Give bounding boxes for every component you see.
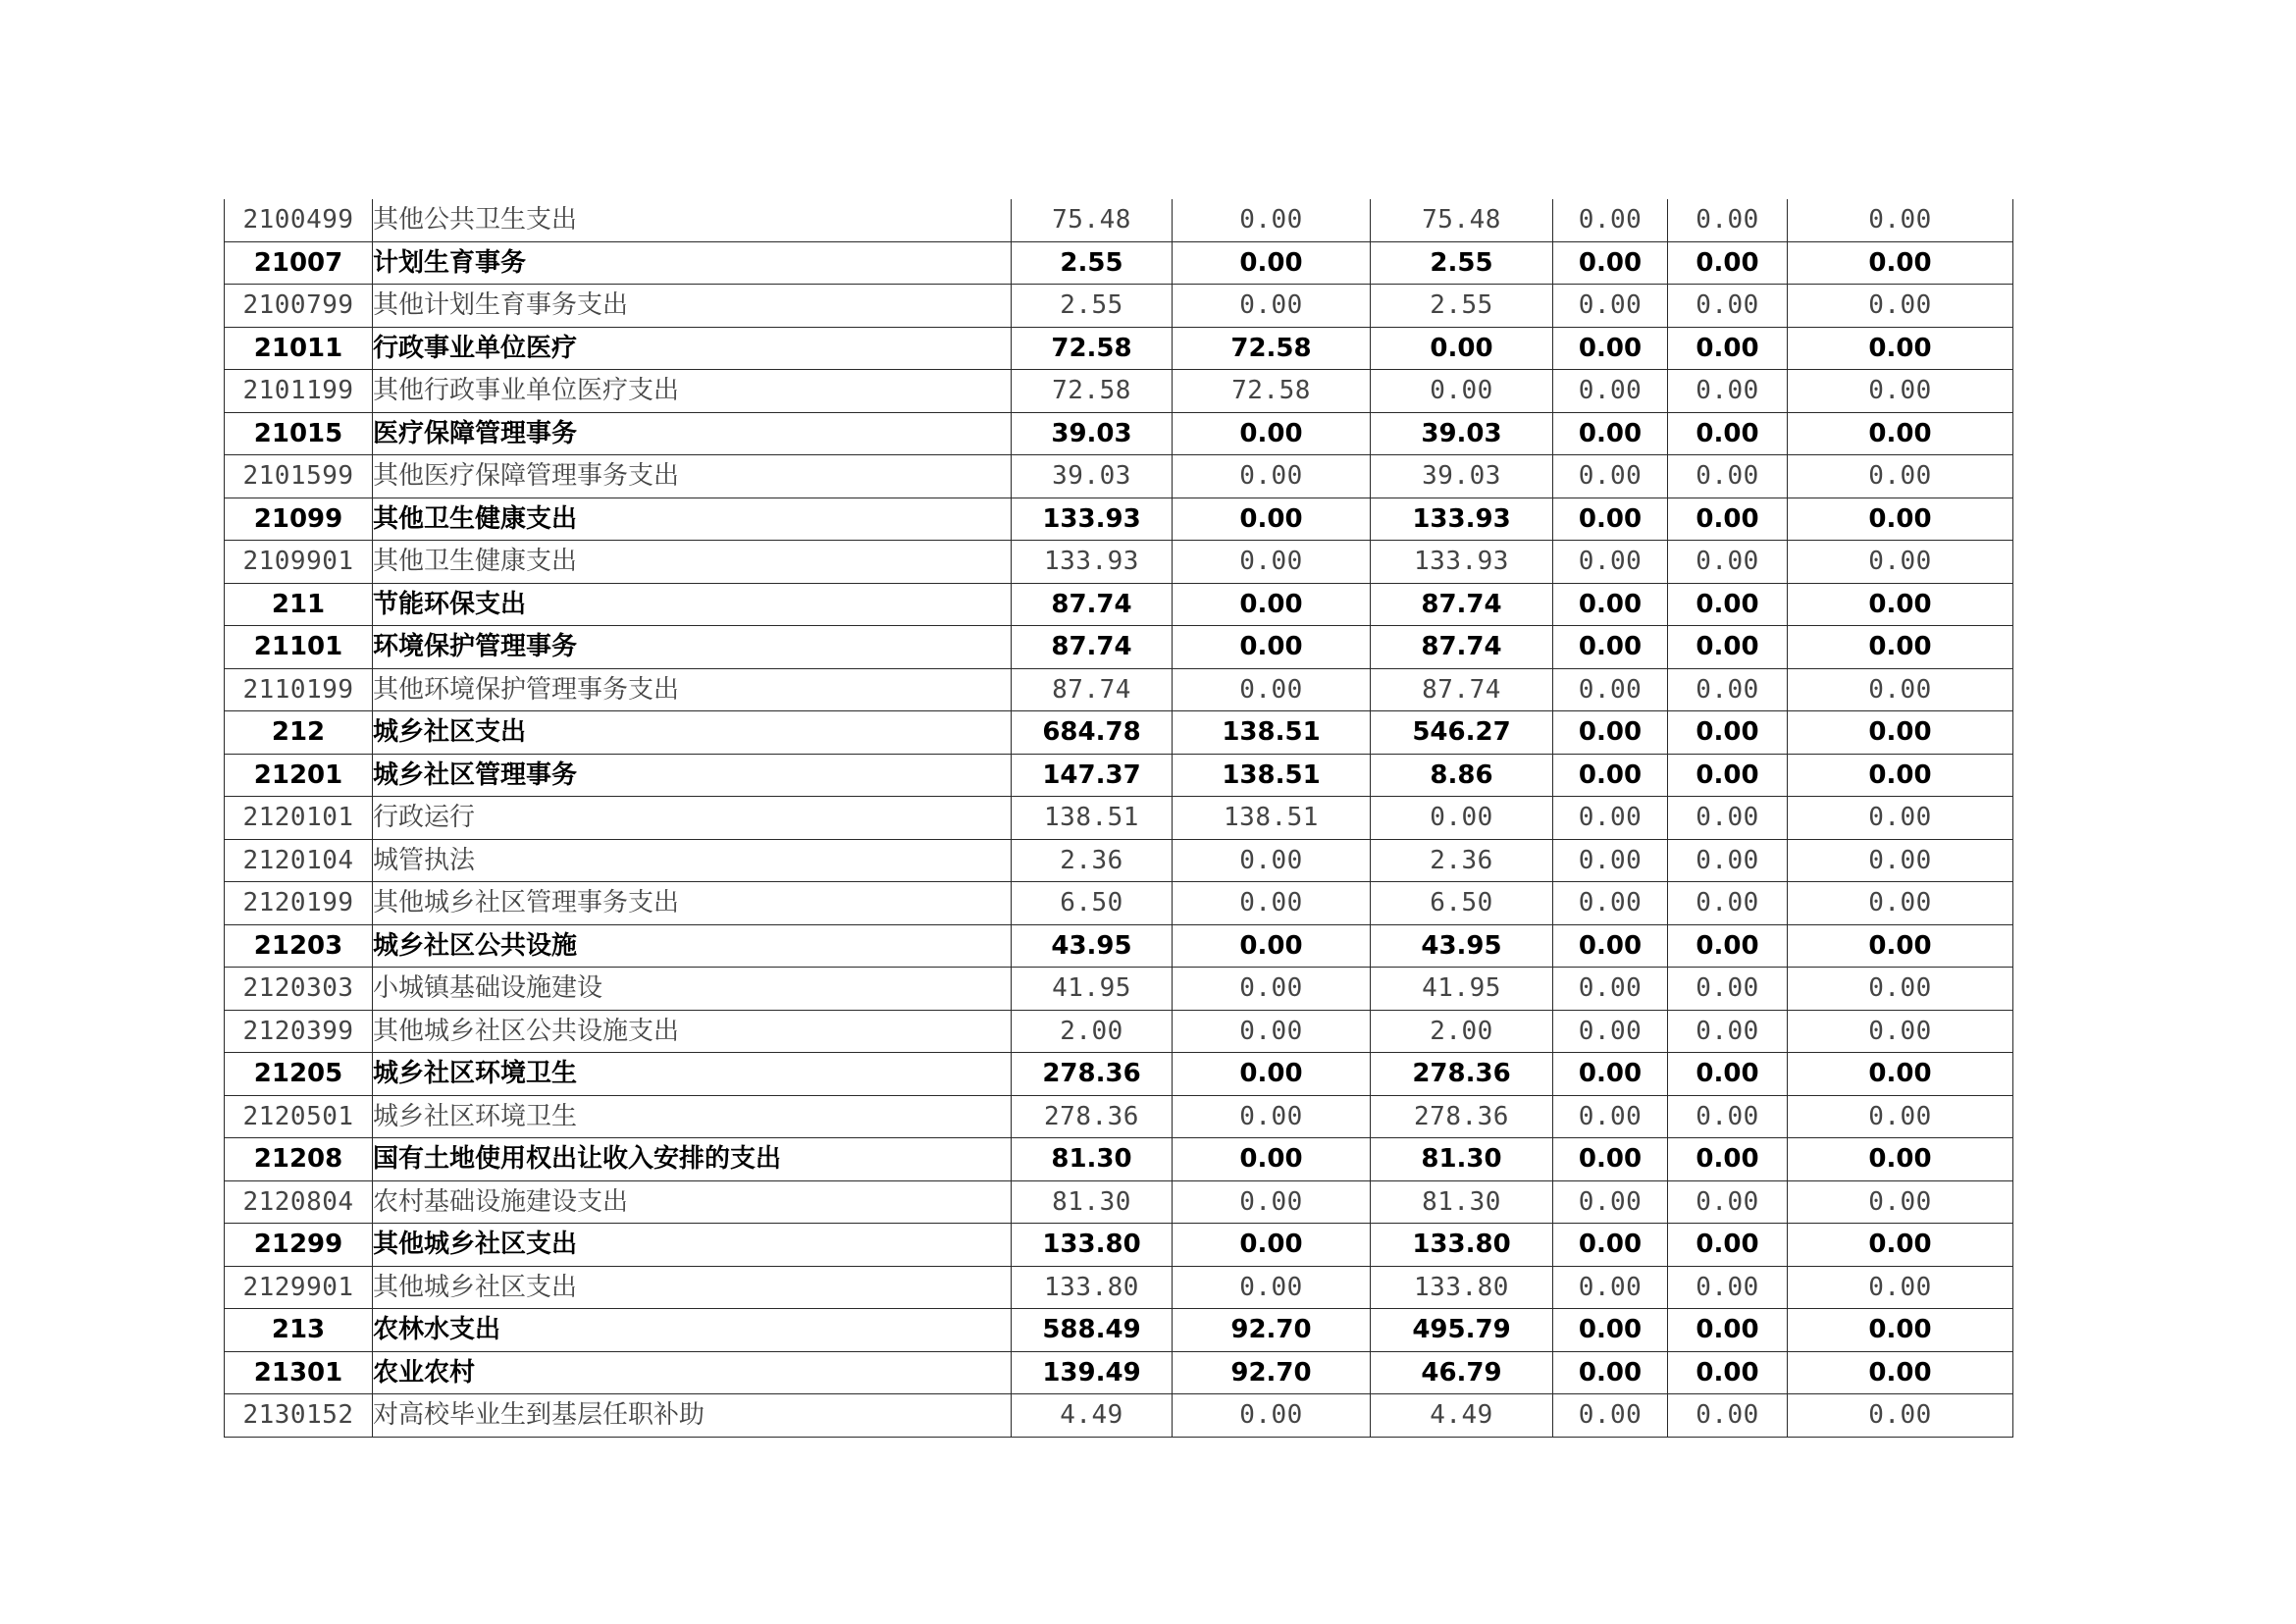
amount-cell-4: 0.00 — [1553, 327, 1668, 370]
amount-cell-5: 0.00 — [1668, 1224, 1788, 1267]
amount-cell-1: 133.80 — [1012, 1266, 1173, 1309]
amount-cell-5: 0.00 — [1668, 1309, 1788, 1352]
subject-code: 2120303 — [225, 968, 373, 1011]
subject-name: 行政运行 — [373, 797, 1012, 840]
amount-cell-4: 0.00 — [1553, 1394, 1668, 1438]
amount-cell-2: 0.00 — [1173, 241, 1371, 285]
amount-cell-1: 6.50 — [1012, 882, 1173, 925]
amount-cell-1: 39.03 — [1012, 455, 1173, 498]
amount-cell-6: 0.00 — [1788, 1394, 2013, 1438]
amount-cell-6: 0.00 — [1788, 199, 2013, 241]
table-row — [225, 583, 2013, 626]
amount-cell-3: 81.30 — [1371, 1180, 1553, 1224]
amount-cell-2: 0.00 — [1173, 583, 1371, 626]
amount-cell-5: 0.00 — [1668, 583, 1788, 626]
amount-cell-2: 0.00 — [1173, 498, 1371, 541]
amount-cell-4: 0.00 — [1553, 1224, 1668, 1267]
amount-cell-2: 0.00 — [1173, 199, 1371, 241]
subject-code: 2110199 — [225, 668, 373, 711]
amount-cell-6: 0.00 — [1788, 968, 2013, 1011]
amount-cell-1: 43.95 — [1012, 924, 1173, 968]
subject-code: 2109901 — [225, 541, 373, 584]
amount-cell-2: 138.51 — [1173, 754, 1371, 797]
subject-code: 21208 — [225, 1138, 373, 1181]
amount-cell-1: 147.37 — [1012, 754, 1173, 797]
subject-code: 213 — [225, 1309, 373, 1352]
amount-cell-3: 81.30 — [1371, 1138, 1553, 1181]
amount-cell-1: 133.93 — [1012, 498, 1173, 541]
table-row — [225, 968, 2013, 1011]
amount-cell-3: 43.95 — [1371, 924, 1553, 968]
amount-cell-4: 0.00 — [1553, 797, 1668, 840]
subject-name: 城乡社区公共设施 — [373, 924, 1012, 968]
subject-code: 2120199 — [225, 882, 373, 925]
amount-cell-5: 0.00 — [1668, 1394, 1788, 1438]
amount-cell-2: 138.51 — [1173, 711, 1371, 755]
amount-cell-5: 0.00 — [1668, 455, 1788, 498]
amount-cell-4: 0.00 — [1553, 1309, 1668, 1352]
amount-cell-4: 0.00 — [1553, 1095, 1668, 1138]
subject-code: 2100799 — [225, 285, 373, 328]
amount-cell-3: 0.00 — [1371, 797, 1553, 840]
table-row — [225, 285, 2013, 328]
subject-name: 其他城乡社区公共设施支出 — [373, 1010, 1012, 1053]
amount-cell-3: 87.74 — [1371, 668, 1553, 711]
amount-cell-2: 0.00 — [1173, 455, 1371, 498]
amount-cell-4: 0.00 — [1553, 968, 1668, 1011]
amount-cell-1: 278.36 — [1012, 1053, 1173, 1096]
amount-cell-6: 0.00 — [1788, 668, 2013, 711]
amount-cell-4: 0.00 — [1553, 541, 1668, 584]
amount-cell-1: 278.36 — [1012, 1095, 1173, 1138]
subject-code: 212 — [225, 711, 373, 755]
amount-cell-1: 81.30 — [1012, 1138, 1173, 1181]
table-row — [225, 455, 2013, 498]
subject-code: 21099 — [225, 498, 373, 541]
subject-code: 211 — [225, 583, 373, 626]
subject-code: 2130152 — [225, 1394, 373, 1438]
subject-code: 21203 — [225, 924, 373, 968]
amount-cell-4: 0.00 — [1553, 583, 1668, 626]
amount-cell-5: 0.00 — [1668, 839, 1788, 882]
amount-cell-6: 0.00 — [1788, 541, 2013, 584]
amount-cell-5: 0.00 — [1668, 1138, 1788, 1181]
amount-cell-4: 0.00 — [1553, 1138, 1668, 1181]
table-row — [225, 1351, 2013, 1394]
amount-cell-5: 0.00 — [1668, 882, 1788, 925]
subject-name: 环境保护管理事务 — [373, 626, 1012, 669]
amount-cell-2: 0.00 — [1173, 412, 1371, 455]
subject-name: 农村基础设施建设支出 — [373, 1180, 1012, 1224]
amount-cell-3: 546.27 — [1371, 711, 1553, 755]
amount-cell-6: 0.00 — [1788, 1053, 2013, 1096]
subject-name: 其他公共卫生支出 — [373, 199, 1012, 241]
table-row — [225, 1180, 2013, 1224]
subject-code: 2120501 — [225, 1095, 373, 1138]
amount-cell-3: 75.48 — [1371, 199, 1553, 241]
amount-cell-5: 0.00 — [1668, 285, 1788, 328]
subject-code: 21007 — [225, 241, 373, 285]
subject-name: 城乡社区管理事务 — [373, 754, 1012, 797]
amount-cell-2: 0.00 — [1173, 924, 1371, 968]
amount-cell-4: 0.00 — [1553, 839, 1668, 882]
amount-cell-5: 0.00 — [1668, 199, 1788, 241]
amount-cell-3: 278.36 — [1371, 1053, 1553, 1096]
amount-cell-1: 87.74 — [1012, 668, 1173, 711]
amount-cell-2: 0.00 — [1173, 1053, 1371, 1096]
amount-cell-1: 133.80 — [1012, 1224, 1173, 1267]
subject-name: 计划生育事务 — [373, 241, 1012, 285]
amount-cell-5: 0.00 — [1668, 327, 1788, 370]
table-row — [225, 1095, 2013, 1138]
amount-cell-6: 0.00 — [1788, 327, 2013, 370]
amount-cell-1: 138.51 — [1012, 797, 1173, 840]
amount-cell-6: 0.00 — [1788, 1095, 2013, 1138]
amount-cell-5: 0.00 — [1668, 626, 1788, 669]
amount-cell-6: 0.00 — [1788, 1309, 2013, 1352]
subject-code: 21299 — [225, 1224, 373, 1267]
amount-cell-5: 0.00 — [1668, 541, 1788, 584]
amount-cell-6: 0.00 — [1788, 1224, 2013, 1267]
subject-code: 21201 — [225, 754, 373, 797]
amount-cell-2: 0.00 — [1173, 1266, 1371, 1309]
amount-cell-3: 0.00 — [1371, 370, 1553, 413]
amount-cell-3: 495.79 — [1371, 1309, 1553, 1352]
amount-cell-5: 0.00 — [1668, 412, 1788, 455]
amount-cell-2: 0.00 — [1173, 285, 1371, 328]
amount-cell-3: 2.36 — [1371, 839, 1553, 882]
subject-name: 其他城乡社区管理事务支出 — [373, 882, 1012, 925]
table-row — [225, 839, 2013, 882]
amount-cell-6: 0.00 — [1788, 1266, 2013, 1309]
table-row — [225, 797, 2013, 840]
table-body — [225, 199, 2013, 1437]
amount-cell-3: 87.74 — [1371, 583, 1553, 626]
amount-cell-2: 72.58 — [1173, 327, 1371, 370]
amount-cell-1: 2.36 — [1012, 839, 1173, 882]
amount-cell-6: 0.00 — [1788, 455, 2013, 498]
amount-cell-5: 0.00 — [1668, 754, 1788, 797]
amount-cell-6: 0.00 — [1788, 1138, 2013, 1181]
amount-cell-4: 0.00 — [1553, 924, 1668, 968]
amount-cell-2: 0.00 — [1173, 968, 1371, 1011]
amount-cell-2: 0.00 — [1173, 626, 1371, 669]
subject-name: 小城镇基础设施建设 — [373, 968, 1012, 1011]
amount-cell-1: 72.58 — [1012, 327, 1173, 370]
amount-cell-5: 0.00 — [1668, 668, 1788, 711]
subject-name: 城乡社区支出 — [373, 711, 1012, 755]
table-row — [225, 924, 2013, 968]
amount-cell-3: 87.74 — [1371, 626, 1553, 669]
subject-name: 其他计划生育事务支出 — [373, 285, 1012, 328]
amount-cell-6: 0.00 — [1788, 754, 2013, 797]
amount-cell-2: 72.58 — [1173, 370, 1371, 413]
amount-cell-2: 0.00 — [1173, 1138, 1371, 1181]
subject-name: 其他城乡社区支出 — [373, 1224, 1012, 1267]
amount-cell-4: 0.00 — [1553, 498, 1668, 541]
amount-cell-6: 0.00 — [1788, 1010, 2013, 1053]
table-row — [225, 327, 2013, 370]
amount-cell-3: 133.93 — [1371, 498, 1553, 541]
subject-code: 2100499 — [225, 199, 373, 241]
table-row — [225, 882, 2013, 925]
amount-cell-1: 684.78 — [1012, 711, 1173, 755]
amount-cell-3: 0.00 — [1371, 327, 1553, 370]
amount-cell-4: 0.00 — [1553, 455, 1668, 498]
amount-cell-5: 0.00 — [1668, 1010, 1788, 1053]
table-row — [225, 241, 2013, 285]
subject-code: 21301 — [225, 1351, 373, 1394]
table-row — [225, 498, 2013, 541]
amount-cell-5: 0.00 — [1668, 1095, 1788, 1138]
amount-cell-3: 39.03 — [1371, 412, 1553, 455]
subject-code: 2129901 — [225, 1266, 373, 1309]
subject-name: 行政事业单位医疗 — [373, 327, 1012, 370]
subject-name: 其他卫生健康支出 — [373, 498, 1012, 541]
amount-cell-4: 0.00 — [1553, 1351, 1668, 1394]
amount-cell-2: 0.00 — [1173, 1095, 1371, 1138]
amount-cell-5: 0.00 — [1668, 968, 1788, 1011]
subject-name: 节能环保支出 — [373, 583, 1012, 626]
amount-cell-2: 0.00 — [1173, 668, 1371, 711]
subject-name: 农业农村 — [373, 1351, 1012, 1394]
subject-code: 2120804 — [225, 1180, 373, 1224]
budget-table — [224, 199, 2013, 1438]
amount-cell-4: 0.00 — [1553, 412, 1668, 455]
table-row — [225, 1266, 2013, 1309]
table-row — [225, 541, 2013, 584]
amount-cell-6: 0.00 — [1788, 924, 2013, 968]
amount-cell-2: 138.51 — [1173, 797, 1371, 840]
amount-cell-6: 0.00 — [1788, 626, 2013, 669]
amount-cell-1: 87.74 — [1012, 626, 1173, 669]
amount-cell-6: 0.00 — [1788, 1351, 2013, 1394]
subject-name: 其他环境保护管理事务支出 — [373, 668, 1012, 711]
subject-code: 2120101 — [225, 797, 373, 840]
amount-cell-6: 0.00 — [1788, 839, 2013, 882]
subject-name: 国有土地使用权出让收入安排的支出 — [373, 1138, 1012, 1181]
amount-cell-4: 0.00 — [1553, 668, 1668, 711]
amount-cell-3: 133.80 — [1371, 1224, 1553, 1267]
amount-cell-5: 0.00 — [1668, 1053, 1788, 1096]
subject-name: 医疗保障管理事务 — [373, 412, 1012, 455]
subject-code: 21015 — [225, 412, 373, 455]
amount-cell-4: 0.00 — [1553, 754, 1668, 797]
amount-cell-1: 39.03 — [1012, 412, 1173, 455]
table-row — [225, 370, 2013, 413]
amount-cell-5: 0.00 — [1668, 241, 1788, 285]
amount-cell-4: 0.00 — [1553, 370, 1668, 413]
subject-name: 对高校毕业生到基层任职补助 — [373, 1394, 1012, 1438]
amount-cell-5: 0.00 — [1668, 711, 1788, 755]
amount-cell-2: 0.00 — [1173, 1180, 1371, 1224]
amount-cell-6: 0.00 — [1788, 241, 2013, 285]
table-row — [225, 711, 2013, 755]
amount-cell-1: 139.49 — [1012, 1351, 1173, 1394]
table-row — [225, 754, 2013, 797]
amount-cell-3: 133.93 — [1371, 541, 1553, 584]
amount-cell-4: 0.00 — [1553, 285, 1668, 328]
amount-cell-2: 92.70 — [1173, 1351, 1371, 1394]
subject-code: 2101199 — [225, 370, 373, 413]
amount-cell-1: 133.93 — [1012, 541, 1173, 584]
amount-cell-4: 0.00 — [1553, 199, 1668, 241]
amount-cell-4: 0.00 — [1553, 1266, 1668, 1309]
subject-code: 21011 — [225, 327, 373, 370]
amount-cell-3: 4.49 — [1371, 1394, 1553, 1438]
amount-cell-5: 0.00 — [1668, 1351, 1788, 1394]
subject-name: 城乡社区环境卫生 — [373, 1053, 1012, 1096]
amount-cell-1: 2.00 — [1012, 1010, 1173, 1053]
amount-cell-1: 41.95 — [1012, 968, 1173, 1011]
subject-name: 其他城乡社区支出 — [373, 1266, 1012, 1309]
amount-cell-3: 133.80 — [1371, 1266, 1553, 1309]
amount-cell-2: 0.00 — [1173, 839, 1371, 882]
amount-cell-3: 6.50 — [1371, 882, 1553, 925]
table-row — [225, 1224, 2013, 1267]
subject-code: 2101599 — [225, 455, 373, 498]
amount-cell-5: 0.00 — [1668, 498, 1788, 541]
amount-cell-3: 2.00 — [1371, 1010, 1553, 1053]
subject-name: 城乡社区环境卫生 — [373, 1095, 1012, 1138]
amount-cell-4: 0.00 — [1553, 626, 1668, 669]
table-row — [225, 1010, 2013, 1053]
amount-cell-2: 92.70 — [1173, 1309, 1371, 1352]
amount-cell-1: 4.49 — [1012, 1394, 1173, 1438]
amount-cell-1: 588.49 — [1012, 1309, 1173, 1352]
amount-cell-6: 0.00 — [1788, 583, 2013, 626]
amount-cell-2: 0.00 — [1173, 1394, 1371, 1438]
table-row — [225, 1138, 2013, 1181]
amount-cell-1: 2.55 — [1012, 285, 1173, 328]
subject-name: 其他行政事业单位医疗支出 — [373, 370, 1012, 413]
amount-cell-6: 0.00 — [1788, 882, 2013, 925]
amount-cell-2: 0.00 — [1173, 882, 1371, 925]
amount-cell-1: 87.74 — [1012, 583, 1173, 626]
amount-cell-4: 0.00 — [1553, 241, 1668, 285]
subject-code: 21101 — [225, 626, 373, 669]
subject-name: 其他医疗保障管理事务支出 — [373, 455, 1012, 498]
table-row — [225, 412, 2013, 455]
subject-code: 2120104 — [225, 839, 373, 882]
amount-cell-3: 39.03 — [1371, 455, 1553, 498]
amount-cell-6: 0.00 — [1788, 1180, 2013, 1224]
amount-cell-1: 2.55 — [1012, 241, 1173, 285]
amount-cell-1: 72.58 — [1012, 370, 1173, 413]
amount-cell-4: 0.00 — [1553, 1010, 1668, 1053]
amount-cell-3: 41.95 — [1371, 968, 1553, 1011]
amount-cell-5: 0.00 — [1668, 924, 1788, 968]
subject-name: 城管执法 — [373, 839, 1012, 882]
amount-cell-5: 0.00 — [1668, 1180, 1788, 1224]
amount-cell-6: 0.00 — [1788, 797, 2013, 840]
amount-cell-6: 0.00 — [1788, 285, 2013, 328]
table-row — [225, 199, 2013, 241]
amount-cell-2: 0.00 — [1173, 541, 1371, 584]
amount-cell-5: 0.00 — [1668, 797, 1788, 840]
amount-cell-1: 75.48 — [1012, 199, 1173, 241]
amount-cell-6: 0.00 — [1788, 370, 2013, 413]
amount-cell-4: 0.00 — [1553, 1053, 1668, 1096]
table-row — [225, 1309, 2013, 1352]
amount-cell-3: 2.55 — [1371, 285, 1553, 328]
subject-code: 21205 — [225, 1053, 373, 1096]
table-row — [225, 668, 2013, 711]
subject-name: 农林水支出 — [373, 1309, 1012, 1352]
amount-cell-1: 81.30 — [1012, 1180, 1173, 1224]
table-row — [225, 1394, 2013, 1438]
amount-cell-3: 8.86 — [1371, 754, 1553, 797]
subject-name: 其他卫生健康支出 — [373, 541, 1012, 584]
amount-cell-5: 0.00 — [1668, 370, 1788, 413]
table-row — [225, 1053, 2013, 1096]
subject-code: 2120399 — [225, 1010, 373, 1053]
amount-cell-2: 0.00 — [1173, 1224, 1371, 1267]
amount-cell-6: 0.00 — [1788, 498, 2013, 541]
amount-cell-6: 0.00 — [1788, 711, 2013, 755]
amount-cell-4: 0.00 — [1553, 1180, 1668, 1224]
amount-cell-3: 46.79 — [1371, 1351, 1553, 1394]
amount-cell-3: 278.36 — [1371, 1095, 1553, 1138]
amount-cell-6: 0.00 — [1788, 412, 2013, 455]
amount-cell-4: 0.00 — [1553, 711, 1668, 755]
amount-cell-5: 0.00 — [1668, 1266, 1788, 1309]
table-row — [225, 626, 2013, 669]
amount-cell-3: 2.55 — [1371, 241, 1553, 285]
amount-cell-2: 0.00 — [1173, 1010, 1371, 1053]
amount-cell-4: 0.00 — [1553, 882, 1668, 925]
